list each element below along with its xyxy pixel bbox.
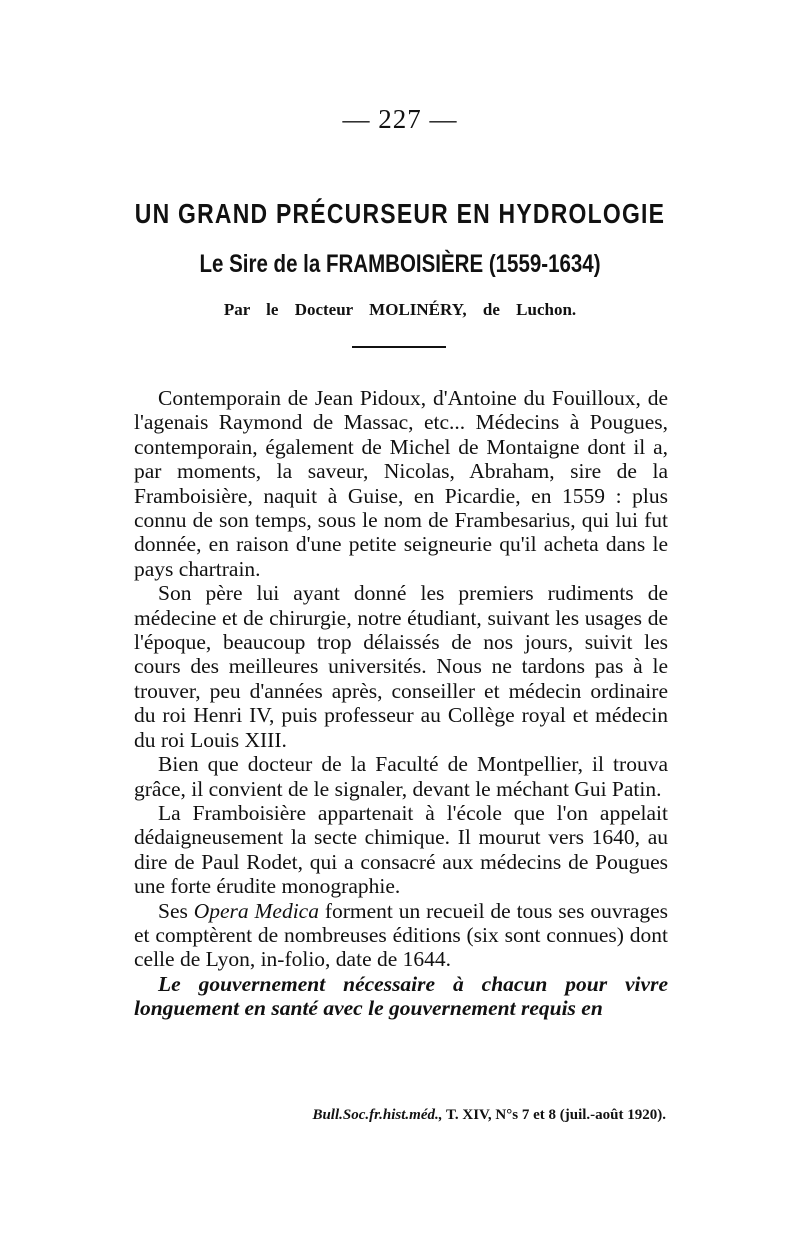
- article-title: UN GRAND PRÉCURSEUR EN HYDROLOGIE: [134, 198, 666, 229]
- article-body: [134, 386, 668, 1021]
- paragraph: Contemporain de Jean Pidoux, d'Antoine du Fouilloux, de l'agenais Raymond de Massac, etc... Médecins à Pougues, contemporain, également de Michel de Montaigne dont il a, par moments, la saveur, Nicolas, Abraham, sire de la Framboisière, naquit à Guise, en Picardie, en 1559 : plus connu de son temps, sous le nom de Frambesarius, qui lui fut donnée, en raison d'une petite seigneurie qu'il acheta dans le pays chartrain.: [134, 386, 668, 581]
- paragraph: [134, 899, 668, 972]
- author-byline: Par le Docteur MOLINÉRY, de Luchon.: [223, 300, 577, 319]
- italic-paragraph: Le gouvernement nécessaire à chacun pour vivre longuement en santé avec le gouvernement requis en: [134, 971, 668, 1021]
- paragraph: Bien que docteur de la Faculté de Montpellier, il trouva grâce, il convient de le signaler, devant le méchant Gui Patin.: [134, 752, 668, 801]
- paragraph: La Framboisière appartenait à l'école que l'on appelait dédaigneusement la secte chimique. Il mourut vers 1640, au dire de Paul Rodet, qui a consacré aux médecins de Pougues une forte érudite monographie.: [134, 800, 668, 899]
- citation-footnote: [200, 1107, 666, 1124]
- separator-rule: [352, 346, 446, 348]
- paragraph: Son père lui ayant donné les premiers rudiments de médecine et de chirurgie, notre étudiant, suivant les usages de l'époque, beaucoup trop délaissés de nos jours, suivit les cours des meilleures universités. Nous ne tardons pas à le trouver, peu d'années après, conseiller et médecin ordinaire du roi Henri IV, puis professeur au Collège royal et médecin du roi Louis XIII.: [134, 581, 668, 752]
- paragraph-rest: forment un recueil de tous ses ouvrages et comptèrent de nombreuses éditions (six sont connues) dont celle de Lyon, in-folio, date de 1644.: [134, 898, 668, 972]
- article-subtitle: Le Sire de la FRAMBOISIÈRE (1559-1634): [199, 250, 601, 278]
- citation-details: T. XIV, N°s 7 et 8 (juil.-août 1920).: [442, 1107, 666, 1123]
- citation-journal: Bull.Soc.fr.hist.méd.,: [312, 1107, 443, 1123]
- paragraph-lead: Ses: [158, 898, 194, 923]
- work-title: Opera Medica: [193, 898, 319, 923]
- page-number: — 227 —: [342, 104, 458, 134]
